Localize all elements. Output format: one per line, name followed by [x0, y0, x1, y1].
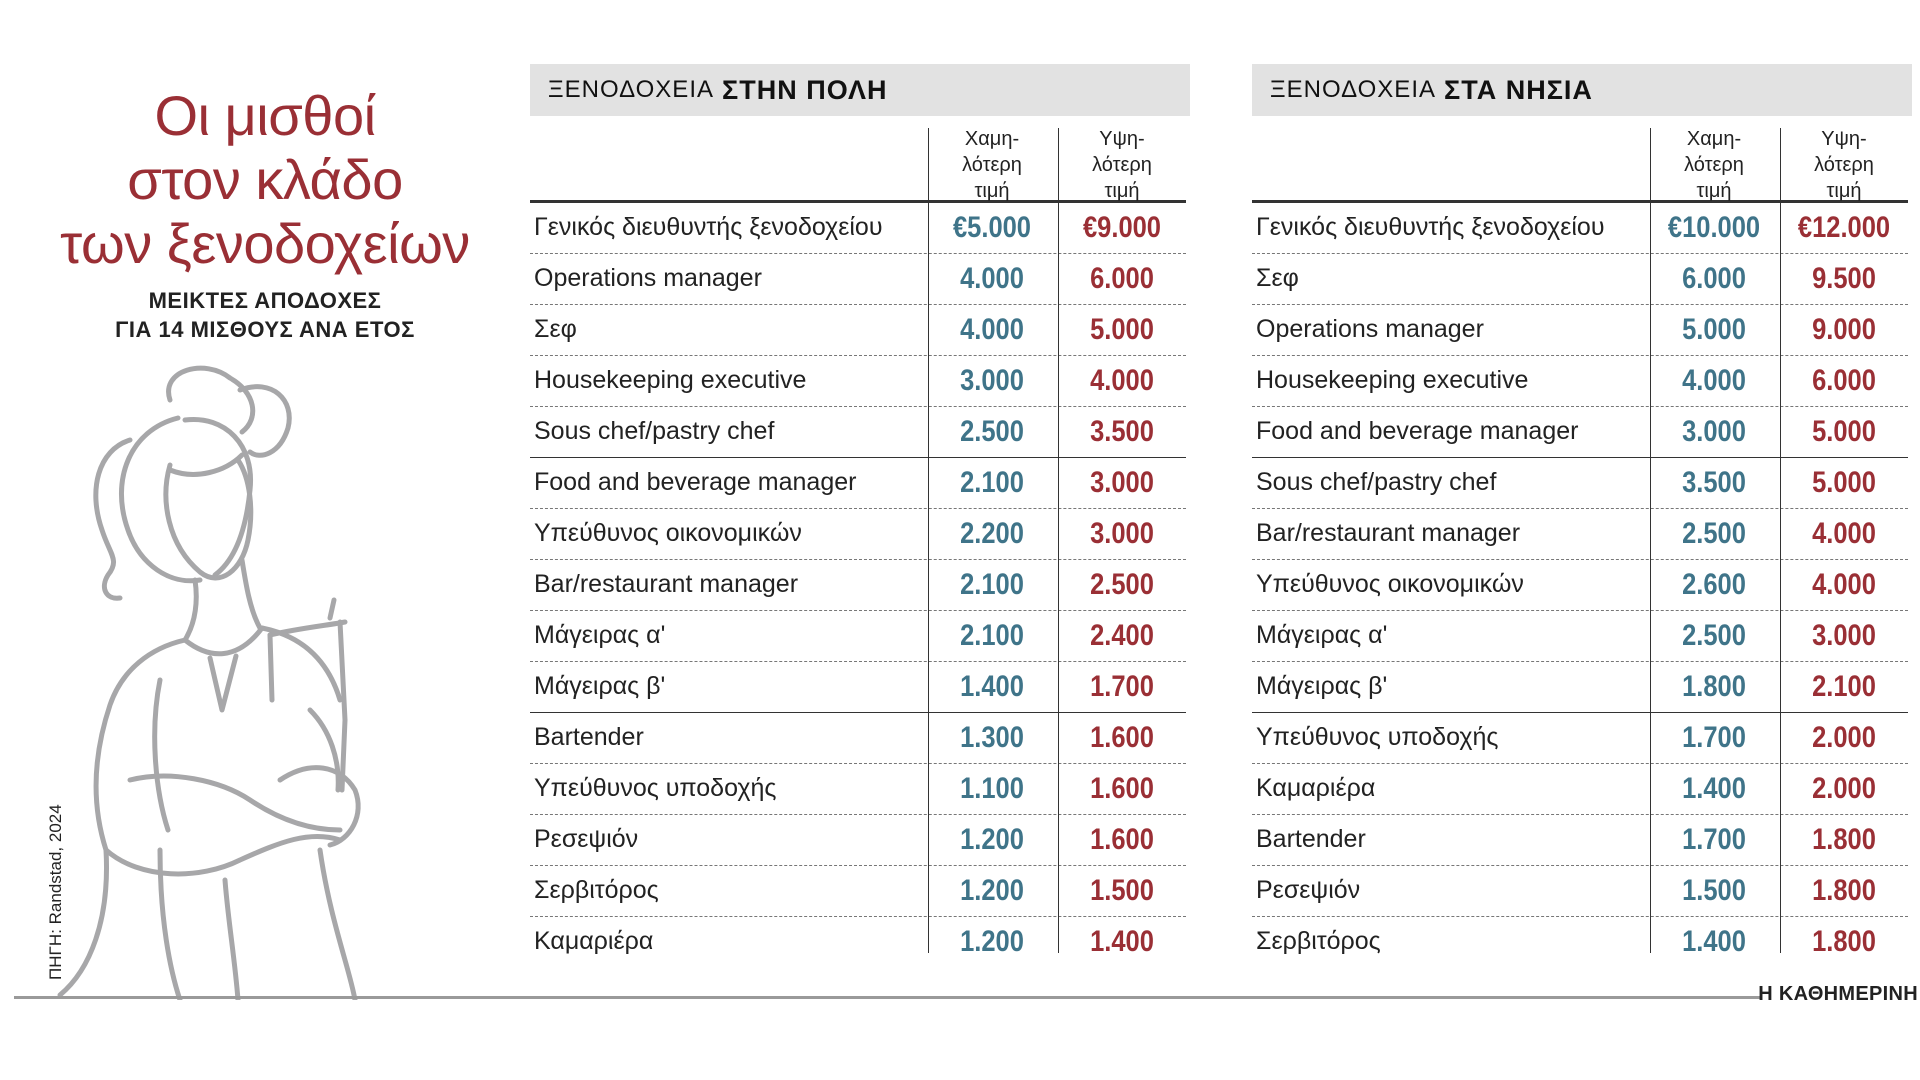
table-islands-rows	[1252, 203, 1908, 967]
low-salary-value: 2.100	[960, 466, 1024, 499]
low-salary-value: 3.000	[1682, 415, 1746, 448]
role-name: Μάγειρας α'	[534, 621, 666, 649]
column-divider	[1780, 128, 1781, 200]
table-city-header	[530, 64, 1190, 116]
low-salary-value: 1.100	[960, 772, 1024, 805]
col-header-line: λότερη	[1814, 154, 1874, 176]
col-header-line: Χαμη-	[964, 128, 1020, 150]
column-divider	[1058, 203, 1059, 953]
table-row	[1252, 254, 1908, 305]
high-salary-value: 5.000	[1812, 466, 1876, 499]
table-islands-column-headers	[1252, 116, 1908, 203]
role-name: Food and beverage manager	[534, 468, 857, 496]
low-salary-value: 1.400	[1682, 772, 1746, 805]
col-header-line: λότερη	[1684, 154, 1744, 176]
col-header-line: Χαμη-	[1686, 128, 1742, 150]
subtitle-line: ΓΙΑ 14 ΜΙΣΘΟΥΣ ΑΝΑ ΕΤΟΣ	[115, 317, 415, 342]
subtitle-line: ΜΕΙΚΤΕΣ ΑΠΟΔΟΧΕΣ	[148, 288, 382, 313]
column-divider	[1780, 203, 1781, 953]
high-salary-value: 9.500	[1812, 262, 1876, 295]
col-header-line: Υψη-	[1099, 128, 1145, 150]
table-row	[1252, 560, 1908, 611]
role-name: Bartender	[1256, 825, 1366, 853]
low-salary-value: 2.500	[960, 415, 1024, 448]
footer-rule	[14, 996, 1760, 999]
table-row	[1252, 866, 1908, 917]
table-city	[530, 64, 1190, 967]
chart-subtitle	[60, 286, 470, 344]
col-header-line: τιμή	[1696, 180, 1732, 202]
high-salary-value: 1.800	[1812, 823, 1876, 856]
high-salary-value: 6.000	[1812, 364, 1876, 397]
high-salary-value: 4.000	[1812, 568, 1876, 601]
role-name: Καμαριέρα	[534, 927, 654, 955]
high-salary-value: 1.800	[1812, 874, 1876, 907]
table-row	[1252, 203, 1908, 254]
table-row	[530, 356, 1186, 407]
low-salary-value: 1.200	[960, 925, 1024, 958]
table-row	[1252, 713, 1908, 764]
low-salary-value: 1.800	[1682, 670, 1746, 703]
table-row	[1252, 611, 1908, 662]
table-row	[530, 815, 1186, 866]
low-salary-value: 1.500	[1682, 874, 1746, 907]
table-row	[1252, 458, 1908, 509]
high-salary-value: 1.400	[1090, 925, 1154, 958]
high-salary-value: 3.000	[1812, 619, 1876, 652]
high-salary-value: 9.000	[1812, 313, 1876, 346]
high-salary-value: 3.000	[1090, 517, 1154, 550]
col-header-line: λότερη	[962, 154, 1022, 176]
low-salary-value: 3.000	[960, 364, 1024, 397]
title-line: των ξενοδοχείων	[60, 212, 470, 275]
table-city-column-headers	[530, 116, 1186, 203]
role-name: Σερβιτόρος	[534, 876, 659, 904]
high-salary-value: €9.000	[1082, 211, 1161, 244]
high-salary-value: 2.000	[1812, 772, 1876, 805]
table-row	[530, 662, 1186, 713]
role-name: Σερβιτόρος	[1256, 927, 1381, 955]
role-name: Σεφ	[534, 315, 577, 343]
high-salary-value: 2.000	[1812, 721, 1876, 754]
high-salary-value: 2.500	[1090, 568, 1154, 601]
table-row	[530, 611, 1186, 662]
table-row	[530, 203, 1186, 254]
col-header-line: λότερη	[1092, 154, 1152, 176]
table-islands-title: ΣΤΑ ΝΗΣΙΑ	[1444, 74, 1593, 105]
high-salary-value: 1.600	[1090, 772, 1154, 805]
role-name: Food and beverage manager	[1256, 417, 1579, 445]
column-divider	[1058, 128, 1059, 200]
table-city-rows	[530, 203, 1186, 967]
low-salary-value: 1.400	[1682, 925, 1746, 958]
role-name: Housekeeping executive	[1256, 366, 1529, 394]
table-row	[530, 305, 1186, 356]
high-salary-value: 1.500	[1090, 874, 1154, 907]
role-name: Μάγειρας α'	[1256, 621, 1388, 649]
low-salary-value: 1.700	[1682, 823, 1746, 856]
table-row	[1252, 305, 1908, 356]
role-name: Bar/restaurant manager	[1256, 519, 1521, 547]
role-name: Γενικός διευθυντής ξενοδοχείου	[534, 213, 883, 241]
table-row	[1252, 815, 1908, 866]
table-row	[530, 407, 1186, 458]
high-salary-value: 6.000	[1090, 262, 1154, 295]
role-name: Sous chef/pastry chef	[534, 417, 775, 445]
low-salary-value: 2.200	[960, 517, 1024, 550]
low-salary-value: €10.000	[1667, 211, 1761, 244]
role-name: Sous chef/pastry chef	[1256, 468, 1497, 496]
col-high-header	[1780, 126, 1908, 204]
role-name: Καμαριέρα	[1256, 774, 1376, 802]
table-row	[530, 458, 1186, 509]
role-name: Housekeeping executive	[534, 366, 807, 394]
low-salary-value: 2.100	[960, 568, 1024, 601]
low-salary-value: 2.500	[1682, 517, 1746, 550]
high-salary-value: 1.700	[1090, 670, 1154, 703]
role-name: Operations manager	[1256, 315, 1484, 343]
table-row	[530, 254, 1186, 305]
low-salary-value: €5.000	[952, 211, 1031, 244]
table-row	[1252, 356, 1908, 407]
column-divider	[1650, 128, 1651, 200]
col-header-line: τιμή	[974, 180, 1010, 202]
role-name: Bar/restaurant manager	[534, 570, 799, 598]
low-salary-value: 6.000	[1682, 262, 1746, 295]
low-salary-value: 1.200	[960, 874, 1024, 907]
col-header-line: Υψη-	[1821, 128, 1867, 150]
role-name: Bartender	[534, 723, 644, 751]
role-name: Μάγειρας β'	[534, 672, 666, 700]
table-islands-header	[1252, 64, 1912, 116]
column-divider	[1650, 203, 1651, 953]
high-salary-value: 3.500	[1090, 415, 1154, 448]
role-name: Ρεσεψιόν	[1256, 876, 1361, 904]
title-line: Οι μισθοί	[154, 84, 376, 147]
table-row	[530, 764, 1186, 815]
col-high-header	[1058, 126, 1186, 204]
high-salary-value: 3.000	[1090, 466, 1154, 499]
high-salary-value: €12.000	[1797, 211, 1891, 244]
table-islands	[1252, 64, 1912, 967]
table-row	[530, 866, 1186, 917]
low-salary-value: 4.000	[960, 313, 1024, 346]
table-row	[1252, 407, 1908, 458]
role-name: Υπεύθυνος υποδοχής	[534, 774, 777, 802]
high-salary-value: 4.000	[1090, 364, 1154, 397]
role-name: Μάγειρας β'	[1256, 672, 1388, 700]
table-row	[1252, 662, 1908, 713]
table-row	[530, 917, 1186, 967]
low-salary-value: 1.300	[960, 721, 1024, 754]
low-salary-value: 1.400	[960, 670, 1024, 703]
table-islands-title-prefix: ΞΕΝΟΔΟΧΕΙΑ	[1270, 76, 1436, 103]
table-row	[1252, 509, 1908, 560]
role-name: Operations manager	[534, 264, 762, 292]
low-salary-value: 4.000	[960, 262, 1024, 295]
low-salary-value: 5.000	[1682, 313, 1746, 346]
low-salary-value: 1.200	[960, 823, 1024, 856]
publisher-brand: Η ΚΑΘΗΜΕΡΙΝΗ	[1758, 983, 1918, 1005]
col-header-line: τιμή	[1104, 180, 1140, 202]
title-line: στον κλάδο	[127, 148, 403, 211]
table-row	[530, 509, 1186, 560]
table-city-title: ΣΤΗΝ ΠΟΛΗ	[722, 74, 888, 105]
chart-title	[20, 84, 510, 276]
col-low-header	[928, 126, 1056, 204]
low-salary-value: 3.500	[1682, 466, 1746, 499]
table-row	[530, 713, 1186, 764]
table-row	[530, 560, 1186, 611]
role-name: Γενικός διευθυντής ξενοδοχείου	[1256, 213, 1605, 241]
role-name: Υπεύθυνος οικονομικών	[534, 519, 802, 547]
high-salary-value: 2.400	[1090, 619, 1154, 652]
high-salary-value: 1.800	[1812, 925, 1876, 958]
high-salary-value: 4.000	[1812, 517, 1876, 550]
source-note: ΠΗΓΗ: Randstad, 2024	[46, 804, 65, 980]
low-salary-value: 2.600	[1682, 568, 1746, 601]
role-name: Ρεσεψιόν	[534, 825, 639, 853]
col-low-header	[1650, 126, 1778, 204]
waitress-illustration	[10, 360, 470, 1000]
high-salary-value: 1.600	[1090, 823, 1154, 856]
low-salary-value: 1.700	[1682, 721, 1746, 754]
table-row	[1252, 764, 1908, 815]
high-salary-value: 1.600	[1090, 721, 1154, 754]
role-name: Σεφ	[1256, 264, 1299, 292]
column-divider	[928, 128, 929, 200]
column-divider	[928, 203, 929, 953]
high-salary-value: 5.000	[1090, 313, 1154, 346]
high-salary-value: 5.000	[1812, 415, 1876, 448]
low-salary-value: 2.500	[1682, 619, 1746, 652]
role-name: Υπεύθυνος υποδοχής	[1256, 723, 1499, 751]
col-header-line: τιμή	[1826, 180, 1862, 202]
role-name: Υπεύθυνος οικονομικών	[1256, 570, 1524, 598]
low-salary-value: 2.100	[960, 619, 1024, 652]
table-row	[1252, 917, 1908, 967]
table-city-title-prefix: ΞΕΝΟΔΟΧΕΙΑ	[548, 76, 714, 103]
high-salary-value: 2.100	[1812, 670, 1876, 703]
low-salary-value: 4.000	[1682, 364, 1746, 397]
